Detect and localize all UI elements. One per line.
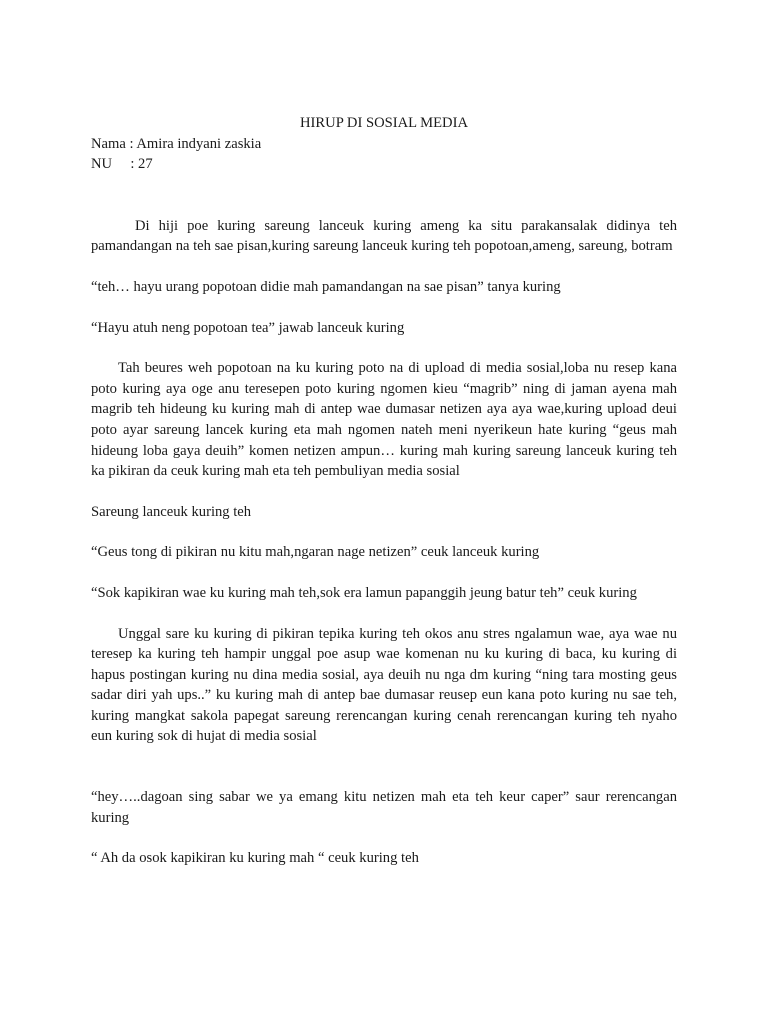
document-title: HIRUP DI SOSIAL MEDIA [300, 115, 468, 131]
document-page [91, 113, 677, 869]
dialogue-line-5: “hey…..dagoan sing sabar we ya emang kitu netizen mah eta teh keur caper” saur rerencangan kuring [91, 789, 677, 826]
dialogue-line-3: “Geus tong di pikiran nu kitu mah,ngaran nage netizen” ceuk lanceuk kuring [91, 544, 540, 561]
paragraph-2: Tah beures weh popotoan na ku kuring poto na di upload di media sosial,loba nu resep kana poto kuring aya oge anu teresepen poto kuring ngomen kieu “magrib” ning di jaman ayena mah magrib teh hideung ku kuring mah di antep wae dumasar netizen aya aya wae,kuring upload deui poto ayar sareung lancek kuring eta mah ngomen nateh meni nyerikeun hate kuring “geus mah hideung loba gaya deuih” komen netizen ampun… kuring mah kuring sareung lanceuk kuring teh ka pikiran da ceuk kuring mah eta teh pembuliyan media sosial [91, 360, 677, 480]
dialogue-line-4: “Sok kapikiran wae ku kuring mah teh,sok era lamun papanggih jeung batur teh” ceuk kuring [91, 584, 637, 601]
dialogue-line-1: “teh… hayu urang popotoan didie mah pamandangan na sae pisan” tanya kuring [91, 278, 561, 295]
author-number-line: NU : 27 [91, 156, 153, 173]
narration-line: Sareung lanceuk kuring teh [91, 503, 252, 520]
paragraph-1: Di hiji poe kuring sareung lanceuk kuring ameng ka situ parakansalak didinya teh pamandangan na teh sae pisan,kuring sareung lanceuk kuring teh popotoan,ameng, sareung, botram [91, 217, 677, 255]
paragraph-3: Unggal sare ku kuring di pikiran tepika kuring teh okos anu stres ngalamun wae, aya wae nu teresep ka kuring teh hampir unggal poe asup wae komenan nu ku kuring di baca, ku kuring di hapus postingan kuring nu dina media sosial, aya deuih nu nga dm kuring “ning tara mosting geus sadar diri yah ups..” ku kuring mah di antep bae dumasar reusep eun kana poto kuring nu sae teh, kuring mangkat sakola papegat sareung rerencangan kuring cenah rerencangan kuring teh nyaho eun kuring sok di hujat di media sosial [91, 625, 677, 745]
dialogue-line-6: “ Ah da osok kapikiran ku kuring mah “ ceuk kuring teh [91, 850, 419, 867]
dialogue-line-2: “Hayu atuh neng popotoan tea” jawab lanceuk kuring [91, 319, 405, 336]
author-name-line: Nama : Amira indyani zaskia [91, 135, 262, 152]
